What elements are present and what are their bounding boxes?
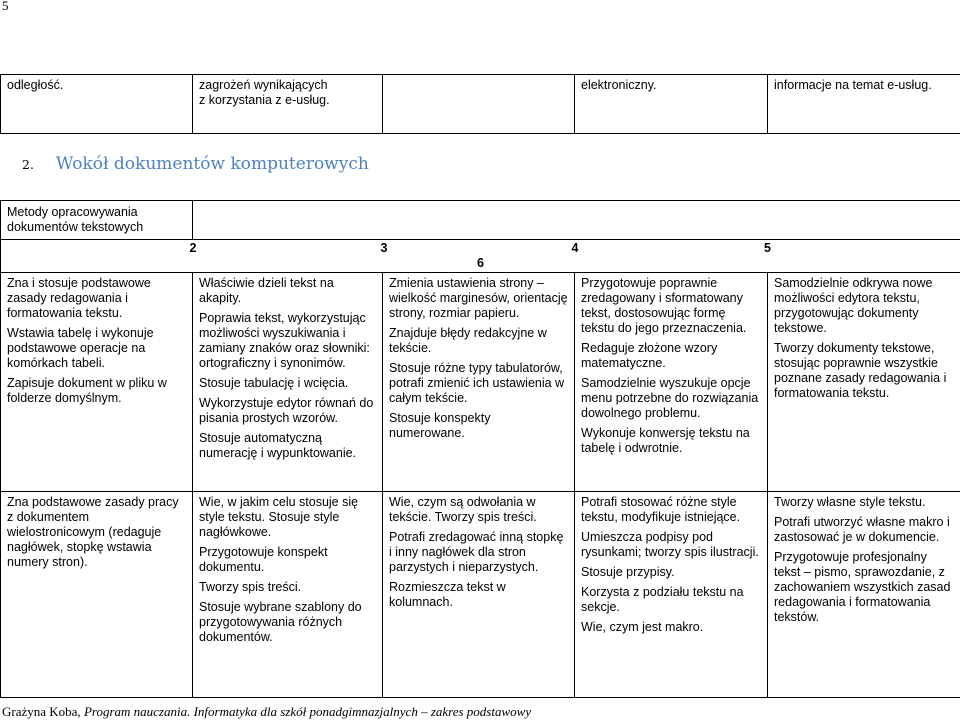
table-cell: [383, 75, 575, 134]
cell-paragraph: Stosuje wybrane szablony do przygotowywania różnych dokumentów.: [199, 600, 362, 644]
table-cell: [383, 273, 575, 492]
cell-paragraph: Wstawia tabelę i wykonuje podstawowe operacje na komórkach tabeli.: [7, 326, 154, 370]
table-cell: [193, 273, 383, 492]
column-number: 6: [477, 256, 484, 270]
cell-paragraph: Stosuje automatyczną numerację i wypunktowanie.: [199, 431, 357, 460]
top-table: [0, 74, 960, 134]
cell-paragraph: Wie, czym są odwołania w tekście. Tworzy spis treści.: [389, 495, 537, 524]
cell-paragraph: Tworzy własne style tekstu.: [774, 495, 926, 509]
section-number: 2.: [22, 157, 34, 172]
cell-paragraph: Umieszcza podpisy pod rysunkami; tworzy spis ilustracji.: [581, 530, 759, 559]
column-number: 4: [571, 241, 579, 255]
table-row: [1, 492, 960, 698]
table-cell: [768, 492, 960, 698]
cell-paragraph: Tworzy dokumenty tekstowe, stosując poprawnie wszystkie poznane zasady redagowania i formatowania tekstu.: [774, 341, 947, 400]
table-cell: informacje na temat e-usług.: [768, 75, 960, 134]
cell-paragraph: Redaguje złożone wzory matematyczne.: [581, 341, 718, 370]
table-cell: elektroniczny.: [575, 75, 768, 134]
cell-paragraph: Przygotowuje konspekt dokumentu.: [199, 545, 328, 574]
table-cell: [575, 492, 768, 698]
cell-paragraph: Wykonuje konwersję tekstu na tabelę i odwrotnie.: [581, 426, 750, 455]
cell-paragraph: Zna i stosuje podstawowe zasady redagowania i formatowania tekstu.: [7, 276, 151, 320]
cell-paragraph: Potrafi zredagować inną stopkę i inny nagłówek dla stron parzystych i nieparzystych.: [389, 530, 564, 574]
column-number: 5: [764, 241, 771, 255]
table-row: [1, 75, 960, 134]
cell-paragraph: Korzysta z podziału tekstu na sekcje.: [581, 585, 744, 614]
cell-paragraph: Zna podstawowe zasady pracy z dokumentem wielostronicowym (redaguje nagłówek, stopkę wstawia numery stron).: [7, 495, 179, 569]
table-header-row: [1, 201, 960, 240]
section-heading: [22, 154, 369, 174]
header-blank: [193, 201, 960, 240]
table-cell: [193, 492, 383, 698]
table-cell: zagrożeń wynikających z korzystania z e-usług.: [193, 75, 383, 134]
column-numbers: [1, 240, 960, 273]
page-footer: [2, 704, 531, 719]
cell-paragraph: Przygotowuje poprawnie zredagowany i sformatowany tekst, dostosowując formę tekstu do jego przeznaczenia.: [581, 276, 747, 335]
section-title: Wokół dokumentów komputerowych: [55, 154, 369, 174]
cell-paragraph: Poprawia tekst, wykorzystując możliwości wyszukiwania i zamiany znaków oraz słowniki: ortograficzny i synonimów.: [199, 311, 370, 370]
table-cell: [768, 273, 960, 492]
cell-paragraph: Potrafi utworzyć własne makro i zastosować je w dokumencie.: [774, 515, 950, 544]
cell-paragraph: Stosuje różne typy tabulatorów, potrafi zmienić ich ustawienia w całym tekście.: [389, 361, 565, 405]
cell-paragraph: Znajduje błędy redakcyjne w tekście.: [389, 326, 547, 355]
cell-paragraph: Właściwie dzieli tekst na akapity.: [199, 276, 334, 305]
cell-paragraph: Stosuje konspekty numerowane.: [389, 411, 491, 440]
column-numbers-row: [1, 240, 960, 273]
cell-paragraph: Przygotowuje profesjonalny tekst – pismo, sprawozdanie, z zachowaniem wszystkich zasad redagowania i formatowania tekstów.: [774, 550, 951, 624]
cell-paragraph: Potrafi stosować różne style tekstu, modyfikuje istniejące.: [581, 495, 741, 524]
column-number: 3: [380, 241, 388, 255]
cell-paragraph: Wykorzystuje edytor równań do pisania prostych wzorów.: [199, 396, 374, 425]
footer-title: Program nauczania. Informatyka dla szkół ponadgimnazjalnych – zakres podstawowy: [83, 704, 532, 719]
cell-paragraph: Stosuje przypisy.: [581, 565, 675, 579]
requirements-table: [0, 200, 960, 698]
page-number: 5: [2, 0, 9, 13]
table-cell: [1, 492, 193, 698]
table-cell: [575, 273, 768, 492]
cell-paragraph: Samodzielnie wyszukuje opcje menu potrzebne do rozwiązania dowolnego problemu.: [581, 376, 759, 420]
cell-paragraph: Stosuje tabulację i wcięcia.: [199, 376, 349, 390]
cell-paragraph: Zmienia ustawienia strony – wielkość marginesów, orientację strony, rozmiar papieru.: [389, 276, 568, 320]
cell-paragraph: Samodzielnie odkrywa nowe możliwości edytora tekstu, przygotowując dokumenty tekstowe.: [774, 276, 933, 335]
cell-paragraph: Wie, czym jest makro.: [581, 620, 704, 634]
table-row: [1, 273, 960, 492]
column-number: 2: [189, 241, 197, 255]
methods-header: Metody opracowywania dokumentów tekstowych: [1, 201, 193, 240]
footer-author: Grażyna Koba,: [2, 704, 84, 719]
table-cell: [1, 273, 193, 492]
cell-paragraph: Tworzy spis treści.: [199, 580, 302, 594]
table-cell: odległość.: [1, 75, 193, 134]
table-cell: [383, 492, 575, 698]
cell-paragraph: Wie, w jakim celu stosuje się style tekstu. Stosuje style nagłówkowe.: [199, 495, 359, 539]
cell-paragraph: Rozmieszcza tekst w kolumnach.: [389, 580, 506, 609]
cell-paragraph: Zapisuje dokument w pliku w folderze domyślnym.: [7, 376, 167, 405]
